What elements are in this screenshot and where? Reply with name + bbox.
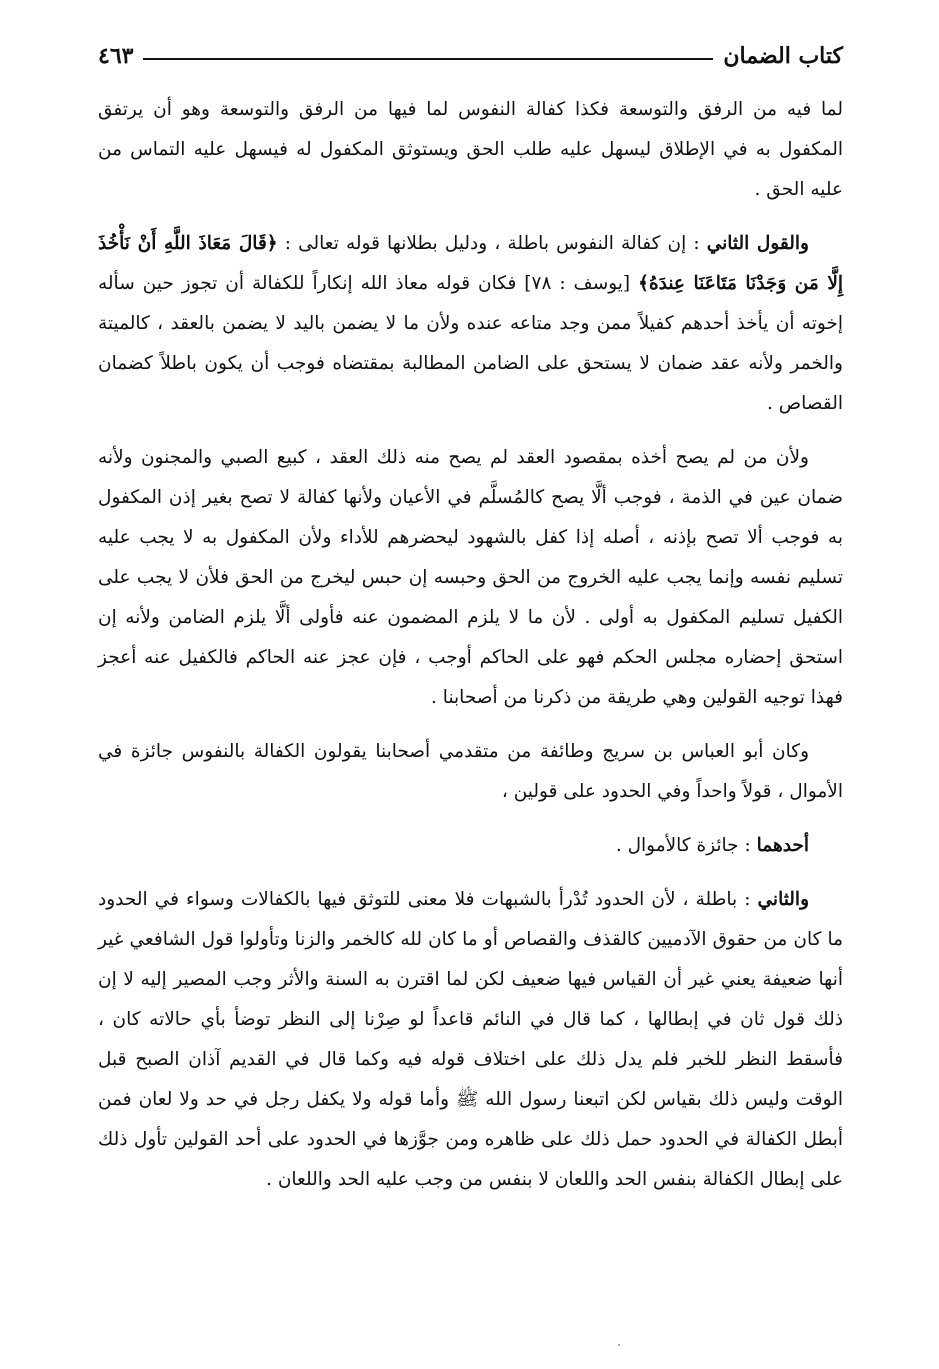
paragraph-1 <box>98 90 843 210</box>
paragraph-text: [يوسف : ٧٨] فكان قوله معاذ الله إنكاراً للكفالة أن تجوز حين سأله إخوته أن يأخذ أحدهم كفيلاً ممن وجد متاعه عنده ولأن ما لا يضمن باليد لا يضمن بالعقد ، كالميتة والخمر ولأنه عقد ضمان لا يستحق على الضامن المطالبة بمقتضاه فوجب أن يكون باطلاً كضمان القصاص . <box>98 273 843 414</box>
paragraph-gap <box>98 210 843 224</box>
paragraph-gap <box>98 424 843 438</box>
scan-speck <box>618 1344 620 1346</box>
paragraph-text: : باطلة ، لأن الحدود تُدْرأ بالشبهات فلا معنى للتوثق فيها بالكفالات وسواء في الحدود ما كان من حقوق الآدميين كالقذف والقصاص أو ما كان لله كالخمر والزنا وتأولوا قول الشافعي غير أنها ضعيفة يعني غير أن القياس فيها ضعيف لكن لما اقترن به السنة والأثر وجب المصير إليه لا إن ذلك قول ثان في إبطالها ، كما قال في النائم قاعداً لو صِرْنا إلى النظر توضأ بأي حالاته كان ، فأسقط النظر للخبر فلم يدل ذلك على اختلاف قوله فيه وكما قال في القديم آذان الصبح قبل الوقت وليس ذلك بقياس لكن اتبعنا رسول الله ﷺ وأما قوله ولا يكفل رجل في حد ولا لعان فمن أبطل الكفالة في الحدود حمل ذلك على ظاهره ومن جوَّزها في الحدود على أحد القولين تأول ذلك على إبطال الكفالة بنفس الحد واللعان لا بنفس من وجب عليه الحد واللعان . <box>98 889 843 1190</box>
header-rule <box>143 58 713 60</box>
paragraph-gap <box>98 812 843 826</box>
running-title: كتاب الضمان <box>723 43 843 69</box>
paragraph-gap <box>98 718 843 732</box>
paragraph-3 <box>98 438 843 718</box>
paragraph-4 <box>98 732 843 812</box>
paragraph-text: لما فيه من الرفق والتوسعة فكذا كفالة النفوس لما فيها من الرفق والتوسعة وهو أن يرتفق المكفول به في الإطلاق ليسهل عليه طلب الحق ويستوثق المكفول له فيسهل عليه التماس من عليه الحق . <box>98 99 843 200</box>
page-number: ٤٦٣ <box>98 43 134 69</box>
paragraph-gap <box>98 866 843 880</box>
paragraph-text: وكان أبو العباس بن سريج وطائفة من متقدمي أصحابنا يقولون الكفالة بالنفوس جائزة في الأموال ، قولاً واحداً وفي الحدود على قولين ، <box>98 741 843 802</box>
paragraph-6 <box>98 880 843 1200</box>
paragraph-heading: أحدهما <box>756 835 809 856</box>
quran-verse: ﴿قَالَ مَعَاذَ اللَّهِ أَنْ نَأْخُذَ إِلَّا مَن وَجَدْنَا مَتَاعَنَا عِندَهُ﴾ <box>98 233 844 294</box>
page-header <box>98 38 843 74</box>
paragraph-2 <box>98 224 843 424</box>
paragraph-5 <box>98 826 843 866</box>
paragraph-text: ولأن من لم يصح أخذه بمقصود العقد لم يصح منه ذلك العقد ، كبيع الصبي والمجنون ولأنه ضمان عين في الذمة ، فوجب ألَّا يصح كالمُسلَّم في الأعيان ولأنها كفالة لا تصح بغير إذن المكفول به فوجب ألا تصح بإذنه ، أصله إذا كفل بالشهود ليحضرهم للأداء ولأن المكفول به لا يجب عليه تسليم نفسه وإنما يجب عليه الخروج من الحق وحبسه إن حبس ليخرج من الحق فلأن لا يجب على الكفيل تسليم المكفول به أولى . لأن ما لا يلزم المضمون عنه فأولى ألَّا يلزم الضامن ولأنه إن استحق إحضاره مجلس الحكم فهو على الحاكم أوجب ، فإن عجز عنه الحاكم فالكفيل عنه أعجز فهذا توجيه القولين وهي طريقة من ذكرنا من أصحابنا . <box>98 447 843 708</box>
paragraph-text: : إن كفالة النفوس باطلة ، ودليل بطلانها قوله تعالى : <box>277 233 707 254</box>
paragraph-text: : جائزة كالأموال . <box>615 835 757 856</box>
paragraph-heading: والثاني <box>757 889 809 910</box>
page-body <box>98 90 843 1200</box>
paragraph-heading: والقول الثاني <box>706 233 809 254</box>
